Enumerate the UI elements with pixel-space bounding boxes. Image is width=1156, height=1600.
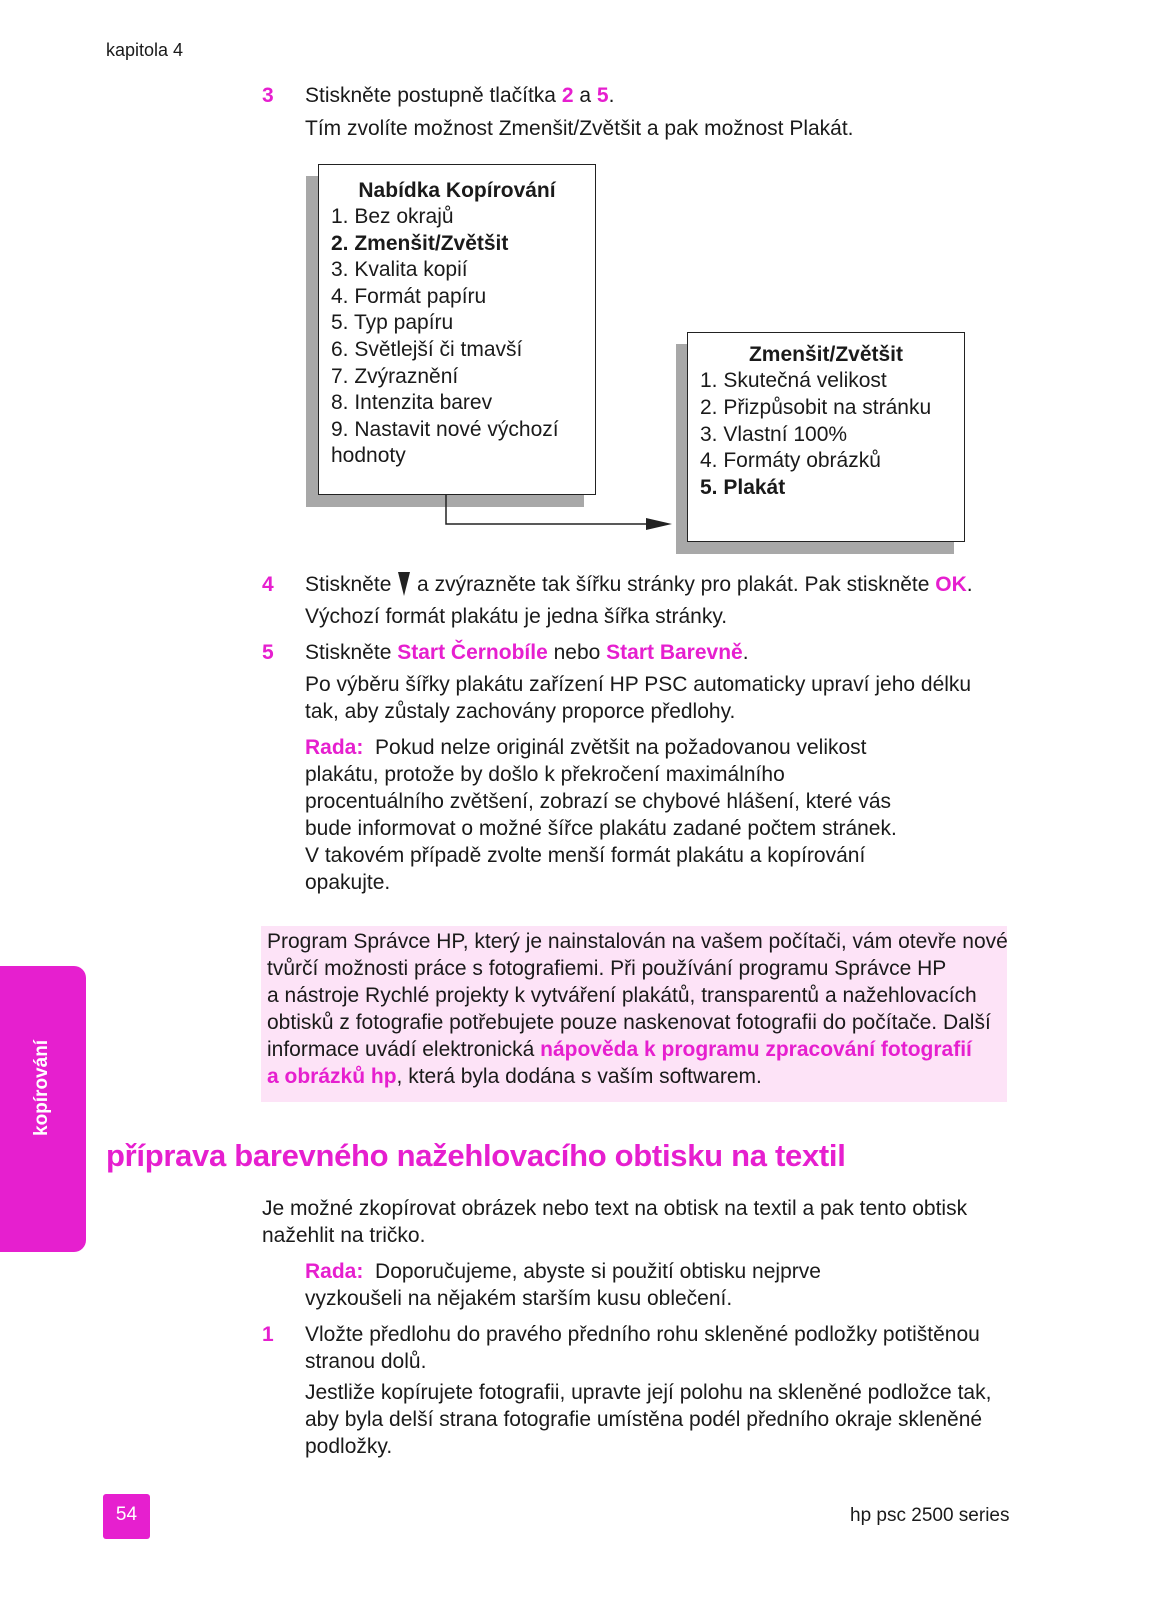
- step-number: 3: [262, 84, 274, 107]
- step1-instruction: Vložte předlohu do pravého předního rohu skleněné podložky potištěnou stranou dolů.: [305, 1323, 980, 1373]
- step-number: 5: [262, 641, 274, 664]
- step5-instruction: Stiskněte Start Černobíle nebo Start Barevně.: [305, 641, 749, 664]
- page-number: 54: [115, 1504, 138, 1525]
- menu-item: 3. Kvalita kopií: [331, 258, 468, 282]
- resize-menu-diagram: [687, 332, 965, 542]
- section-tip: Rada: Doporučujeme, abyste si použití obtisku nejprve vyzkoušeli na nějakém starším kusu oblečení.: [305, 1260, 821, 1310]
- section-title: příprava barevného nažehlovacího obtisku na textil: [106, 1138, 846, 1173]
- section-intro: Je možné zkopírovat obrázek nebo text na obtisk na textil a pak tento obtisk nažehlit na tričko.: [262, 1197, 968, 1247]
- menu-item: 5. Typ papíru: [331, 311, 454, 335]
- down-arrow-icon: [397, 572, 411, 596]
- menu-item: 8. Intenzita barev: [331, 391, 493, 415]
- menu-item: 3. Vlastní 100%: [700, 422, 848, 446]
- connector-arrow-icon: [440, 494, 680, 534]
- key-2: 2: [561, 84, 574, 107]
- menu-item: 6. Světlejší či tmavší: [331, 337, 523, 361]
- tip-label: Rada:: [305, 1260, 364, 1283]
- menu-item: 2. Přizpůsobit na stránku: [700, 395, 932, 419]
- menu-item: 4. Formát papíru: [331, 284, 487, 308]
- key-start-color: Start Barevně: [606, 641, 743, 664]
- step3-instruction: Stiskněte postupně tlačítka 2 a 5.: [305, 84, 615, 107]
- help-link[interactable]: a obrázků hp: [267, 1065, 397, 1088]
- menu-item: 1. Skutečná velikost: [700, 369, 887, 392]
- step5-description: Po výběru šířky plakátu zařízení HP PSC automaticky upraví jeho délku tak, aby zůstaly zachovány proporce předlohy.: [305, 673, 972, 723]
- menu-item: 7. Zvýraznění: [331, 364, 459, 388]
- menu-item: 9. Nastavit nové výchozí: [331, 417, 559, 441]
- step4-description: Výchozí formát plakátu je jedna šířka stránky.: [305, 605, 728, 628]
- resize-menu-title: Zmenšit/Zvětšit: [748, 343, 904, 366]
- menu-item: 2. Zmenšit/Zvětšit: [331, 231, 509, 255]
- tip-label: Rada:: [305, 736, 364, 759]
- menu-item: 4. Formáty obrázků: [700, 449, 881, 473]
- info-box-text: Program Správce HP, který je nainstalován na vašem počítači, vám otevře nové tvůrčí možnosti práce s fotografiemi. Při používání programu Správce HP a nástroje Rychlé projekty k vytváření plakátů, transparentů a nažehlovacích obtisků z fotografie potřebujete pouze naskenovat fotografii do počítače. Další informace uvádí elektronická nápověda k programu zpracování fotografií a obrázků hp, která byla dodána s vaším softwarem.: [267, 930, 1008, 1088]
- step3-description: Tím zvolíte možnost Zmenšit/Zvětšit a pak možnost Plakát.: [305, 117, 854, 140]
- product-name: hp psc 2500 series: [850, 1505, 1010, 1526]
- step5-tip: Rada: Pokud nelze originál zvětšit na požadovanou velikost plakátu, protože by došlo k překročení maximálního procentuálního zvětšení, zobrazí se chybové hlášení, které vás bude informovat o možné šířce plakátu zadané počtem stránek. V takovém případě zvolte menší formát plakátu a kopírování opakujte.: [305, 736, 897, 894]
- menu-item: hodnoty: [331, 444, 406, 468]
- copy-menu-title: Nabídka Kopírování: [358, 179, 556, 202]
- step1-description: Jestliže kopírujete fotografii, upravte její polohu na skleněné podložce tak, aby byla delší strana fotografie umístěna podél předního okraje skleněné podložky.: [305, 1381, 992, 1458]
- side-tab-label: kopírování: [31, 1039, 52, 1136]
- step-number: 4: [262, 573, 274, 596]
- key-ok: OK: [935, 573, 967, 596]
- step-number: 1: [262, 1323, 274, 1346]
- menu-item: 5. Plakát: [700, 476, 786, 500]
- key-start-mono: Start Černobíle: [397, 641, 548, 664]
- key-5: 5: [596, 84, 609, 107]
- step4-instruction: Stiskněte a zvýrazněte tak šířku stránky pro plakát. Pak stiskněte OK.: [305, 573, 973, 596]
- menu-item: 1. Bez okrajů: [331, 205, 454, 228]
- help-link[interactable]: nápověda k programu zpracování fotografií: [540, 1038, 972, 1061]
- copy-menu-diagram: [318, 164, 596, 495]
- chapter-header: kapitola 4: [106, 40, 184, 60]
